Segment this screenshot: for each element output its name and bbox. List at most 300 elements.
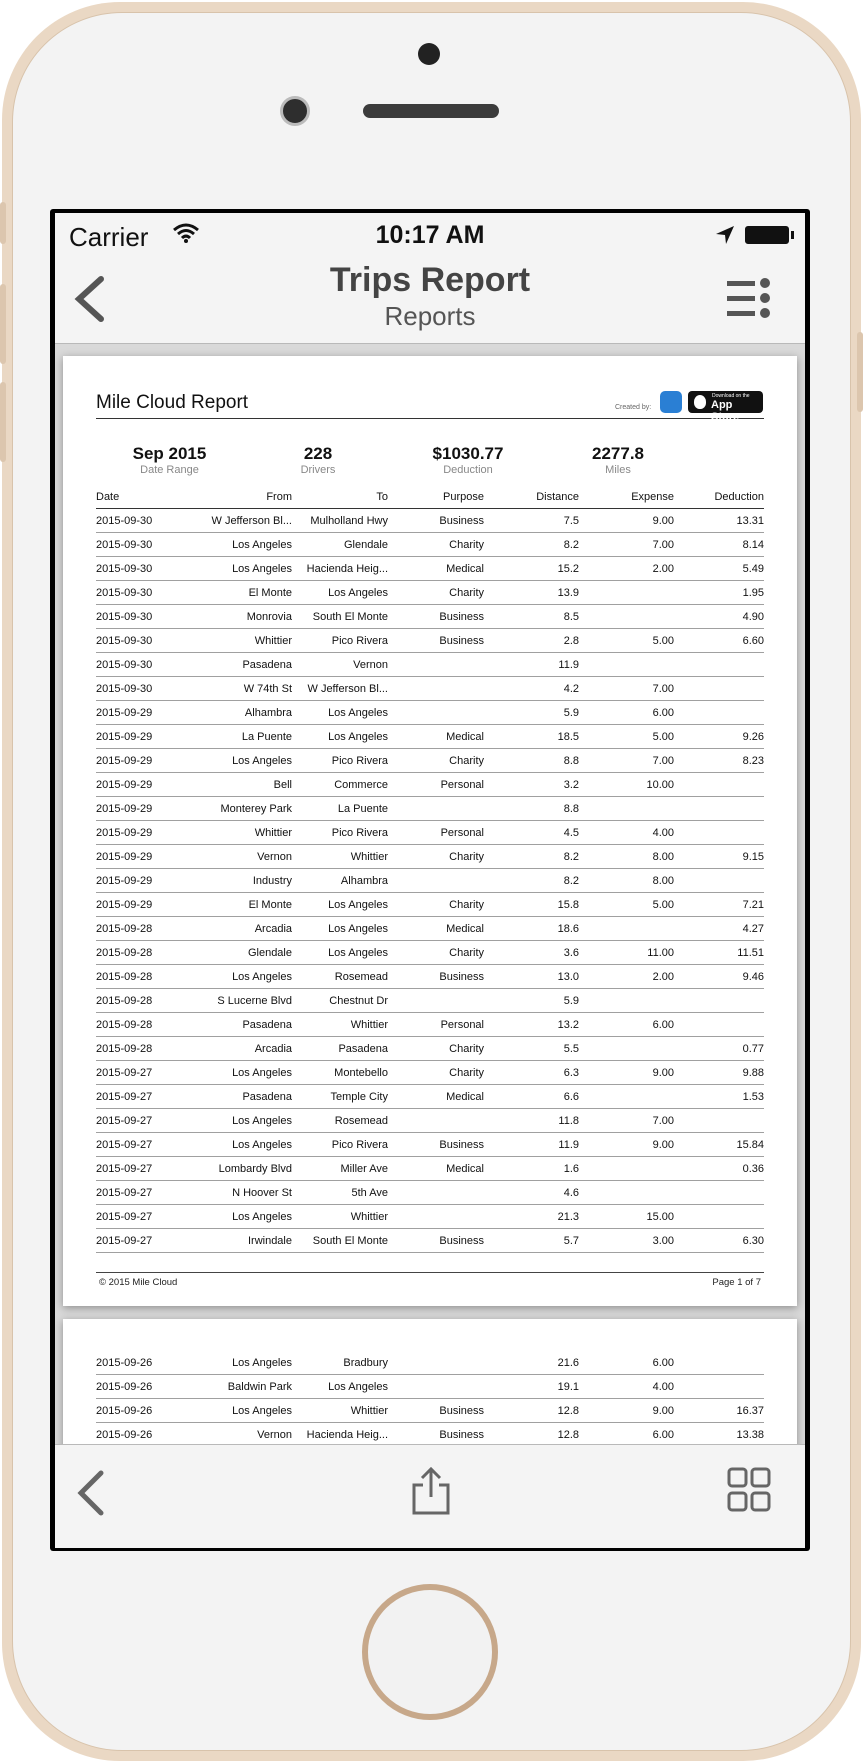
- table-row: [96, 989, 764, 1013]
- cell-date: 2015-09-28: [96, 989, 186, 1013]
- cell-to: Whittier: [292, 1205, 388, 1229]
- cell-from: W 74th St: [186, 677, 292, 701]
- cell-distance: 13.9: [484, 581, 579, 605]
- cell-purpose: Charity: [388, 845, 484, 869]
- cell-from: Los Angeles: [186, 1109, 292, 1133]
- cell-expense: 2.00: [579, 557, 674, 581]
- table-row: [96, 581, 764, 605]
- cell-deduction: 8.14: [674, 533, 764, 557]
- cell-from: Glendale: [186, 941, 292, 965]
- summary-drivers: [243, 444, 393, 476]
- cell-purpose: [388, 701, 484, 725]
- cell-deduction: 9.88: [674, 1061, 764, 1085]
- copyright-text: © 2015 Mile Cloud: [99, 1277, 178, 1288]
- cell-deduction: [674, 1013, 764, 1037]
- table-row: [96, 1133, 764, 1157]
- side-button-volume-up: [0, 284, 6, 364]
- cell-purpose: Business: [388, 509, 484, 533]
- table-row: [96, 653, 764, 677]
- side-button-volume-down: [0, 382, 6, 462]
- cell-deduction: 1.53: [674, 1085, 764, 1109]
- cell-expense: 11.00: [579, 941, 674, 965]
- cell-from: Arcadia: [186, 917, 292, 941]
- cell-deduction: [674, 869, 764, 893]
- table-row: [96, 773, 764, 797]
- created-by-label: Created by:: [615, 404, 652, 411]
- table-row: [96, 893, 764, 917]
- page-subtitle: Reports: [384, 301, 476, 331]
- cell-purpose: [388, 1109, 484, 1133]
- cell-date: 2015-09-29: [96, 869, 186, 893]
- cell-deduction: 13.31: [674, 509, 764, 533]
- cell-date: 2015-09-27: [96, 1133, 186, 1157]
- cell-deduction: 7.21: [674, 893, 764, 917]
- cell-to: Commerce: [292, 773, 388, 797]
- location-arrow-icon: [715, 225, 735, 245]
- cell-distance: 8.2: [484, 533, 579, 557]
- cell-deduction: [674, 821, 764, 845]
- summary-date-range: [96, 444, 243, 476]
- cell-date: 2015-09-26: [96, 1423, 186, 1447]
- carrier-label: Carrier: [69, 222, 149, 252]
- cell-date: 2015-09-29: [96, 773, 186, 797]
- cell-to: Pasadena: [292, 1037, 388, 1061]
- cell-date: 2015-09-30: [96, 533, 186, 557]
- chevron-left-icon[interactable]: [71, 1467, 111, 1519]
- cell-to: Temple City: [292, 1085, 388, 1109]
- badge-small-text: Download on the: [712, 393, 750, 399]
- cell-deduction: 4.90: [674, 605, 764, 629]
- cell-deduction: 9.26: [674, 725, 764, 749]
- cell-expense: 5.00: [579, 725, 674, 749]
- cell-to: Miller Ave: [292, 1157, 388, 1181]
- cell-to: Mulholland Hwy: [292, 509, 388, 533]
- share-icon[interactable]: [411, 1465, 451, 1517]
- app-logo-icon: [660, 391, 682, 413]
- cell-to: Whittier: [292, 1013, 388, 1037]
- summary-label: Drivers: [300, 464, 336, 476]
- cell-date: 2015-09-29: [96, 701, 186, 725]
- cell-distance: 5.5: [484, 1037, 579, 1061]
- cell-distance: 7.5: [484, 509, 579, 533]
- table-row: [96, 725, 764, 749]
- cell-date: 2015-09-30: [96, 677, 186, 701]
- cell-to: W Jefferson Bl...: [292, 677, 388, 701]
- list-menu-icon[interactable]: [727, 275, 771, 323]
- table-row: [96, 1013, 764, 1037]
- cell-from: Monrovia: [186, 605, 292, 629]
- cell-deduction: 6.60: [674, 629, 764, 653]
- cell-purpose: Charity: [388, 941, 484, 965]
- apple-icon: [694, 395, 706, 409]
- cell-expense: 9.00: [579, 1133, 674, 1157]
- column-header-to: To: [292, 486, 388, 509]
- cell-purpose: [388, 1375, 484, 1399]
- report-footer: [96, 1272, 764, 1288]
- cell-from: Vernon: [186, 1423, 292, 1447]
- cell-date: 2015-09-28: [96, 941, 186, 965]
- cell-date: 2015-09-29: [96, 893, 186, 917]
- cell-distance: 13.2: [484, 1013, 579, 1037]
- cell-from: Los Angeles: [186, 965, 292, 989]
- table-row: [96, 1229, 764, 1253]
- cell-to: Los Angeles: [292, 917, 388, 941]
- cell-purpose: Medical: [388, 1085, 484, 1109]
- cell-expense: 6.00: [579, 1013, 674, 1037]
- cell-deduction: [674, 653, 764, 677]
- cell-distance: 4.6: [484, 1181, 579, 1205]
- cell-from: Los Angeles: [186, 1351, 292, 1375]
- cell-to: 5th Ave: [292, 1181, 388, 1205]
- app-store-badge[interactable]: [688, 391, 763, 423]
- cell-deduction: 1.95: [674, 581, 764, 605]
- cell-distance: 4.2: [484, 677, 579, 701]
- cell-purpose: Charity: [388, 893, 484, 917]
- cell-distance: 21.3: [484, 1205, 579, 1229]
- cell-expense: 6.00: [579, 1351, 674, 1375]
- cell-from: El Monte: [186, 581, 292, 605]
- cell-expense: 9.00: [579, 509, 674, 533]
- cell-purpose: Medical: [388, 917, 484, 941]
- column-header-purpose: Purpose: [388, 486, 484, 509]
- cell-to: Hacienda Heig...: [292, 1423, 388, 1447]
- cell-to: Pico Rivera: [292, 749, 388, 773]
- cell-to: Vernon: [292, 653, 388, 677]
- table-row: [96, 605, 764, 629]
- cell-purpose: Personal: [388, 821, 484, 845]
- cell-purpose: Business: [388, 605, 484, 629]
- cell-distance: 5.9: [484, 989, 579, 1013]
- cell-deduction: [674, 989, 764, 1013]
- cell-date: 2015-09-27: [96, 1205, 186, 1229]
- cell-distance: 18.5: [484, 725, 579, 749]
- cell-distance: 8.8: [484, 749, 579, 773]
- cell-to: Los Angeles: [292, 1375, 388, 1399]
- cell-deduction: [674, 1181, 764, 1205]
- cell-deduction: 13.38: [674, 1423, 764, 1447]
- cell-expense: 10.00: [579, 773, 674, 797]
- cell-distance: 3.6: [484, 941, 579, 965]
- cell-purpose: Charity: [388, 581, 484, 605]
- cell-purpose: [388, 1181, 484, 1205]
- cell-from: Bell: [186, 773, 292, 797]
- cell-from: Industry: [186, 869, 292, 893]
- report-summary: [96, 444, 764, 484]
- report-title: Mile Cloud Report: [96, 392, 249, 413]
- cell-deduction: 8.23: [674, 749, 764, 773]
- cell-to: Pico Rivera: [292, 821, 388, 845]
- cell-date: 2015-09-27: [96, 1085, 186, 1109]
- cell-deduction: [674, 797, 764, 821]
- cell-distance: 12.8: [484, 1423, 579, 1447]
- cell-expense: [579, 797, 674, 821]
- grid-view-icon[interactable]: [727, 1467, 771, 1513]
- bottom-toolbar: [55, 1444, 805, 1548]
- cell-to: Whittier: [292, 1399, 388, 1423]
- cell-date: 2015-09-29: [96, 821, 186, 845]
- table-row: [96, 749, 764, 773]
- cell-expense: [579, 653, 674, 677]
- cell-purpose: [388, 1351, 484, 1375]
- cell-deduction: [674, 701, 764, 725]
- cell-purpose: Charity: [388, 749, 484, 773]
- summary-deduction: [393, 444, 543, 476]
- summary-label: Date Range: [140, 464, 199, 476]
- cell-distance: 11.9: [484, 1133, 579, 1157]
- side-button-power: [857, 332, 863, 412]
- cell-expense: 7.00: [579, 533, 674, 557]
- front-camera: [280, 96, 310, 126]
- battery-tip: [791, 231, 794, 239]
- cell-to: Pico Rivera: [292, 629, 388, 653]
- cell-expense: [579, 989, 674, 1013]
- cell-distance: 6.6: [484, 1085, 579, 1109]
- cell-expense: [579, 1085, 674, 1109]
- cell-expense: 6.00: [579, 701, 674, 725]
- cell-expense: 6.00: [579, 1423, 674, 1447]
- cell-deduction: 4.27: [674, 917, 764, 941]
- cell-to: Glendale: [292, 533, 388, 557]
- table-row: [96, 821, 764, 845]
- table-row: [96, 701, 764, 725]
- table-row: [96, 1109, 764, 1133]
- table-row: [96, 869, 764, 893]
- cell-deduction: 0.77: [674, 1037, 764, 1061]
- cell-from: Lombardy Blvd: [186, 1157, 292, 1181]
- cell-distance: 13.0: [484, 965, 579, 989]
- cell-from: Los Angeles: [186, 1399, 292, 1423]
- cell-from: Irwindale: [186, 1229, 292, 1253]
- cell-distance: 4.5: [484, 821, 579, 845]
- cell-purpose: Business: [388, 1399, 484, 1423]
- table-row: [96, 1205, 764, 1229]
- cell-purpose: [388, 797, 484, 821]
- cell-purpose: [388, 677, 484, 701]
- cell-expense: 8.00: [579, 845, 674, 869]
- cell-date: 2015-09-28: [96, 965, 186, 989]
- trips-table-body: [96, 509, 764, 1253]
- cell-date: 2015-09-30: [96, 581, 186, 605]
- summary-value: $1030.77: [432, 444, 504, 463]
- table-row: [96, 557, 764, 581]
- cell-deduction: [674, 773, 764, 797]
- table-row: [96, 629, 764, 653]
- cell-distance: 5.9: [484, 701, 579, 725]
- cell-deduction: 0.36: [674, 1157, 764, 1181]
- cell-from: Pasadena: [186, 653, 292, 677]
- cell-purpose: Medical: [388, 725, 484, 749]
- cell-date: 2015-09-30: [96, 653, 186, 677]
- cell-from: W Jefferson Bl...: [186, 509, 292, 533]
- table-row: [96, 845, 764, 869]
- cell-date: 2015-09-29: [96, 797, 186, 821]
- cell-to: Montebello: [292, 1061, 388, 1085]
- cell-deduction: 5.49: [674, 557, 764, 581]
- table-row: [96, 1423, 764, 1447]
- side-button-mute: [0, 202, 6, 244]
- cell-date: 2015-09-29: [96, 845, 186, 869]
- cell-date: 2015-09-27: [96, 1229, 186, 1253]
- cell-deduction: 15.84: [674, 1133, 764, 1157]
- cell-distance: 1.6: [484, 1157, 579, 1181]
- cell-purpose: Business: [388, 1229, 484, 1253]
- table-row: [96, 677, 764, 701]
- cell-from: N Hoover St: [186, 1181, 292, 1205]
- cell-to: Alhambra: [292, 869, 388, 893]
- cell-distance: 5.7: [484, 1229, 579, 1253]
- cell-deduction: 11.51: [674, 941, 764, 965]
- cell-date: 2015-09-28: [96, 917, 186, 941]
- cell-from: La Puente: [186, 725, 292, 749]
- table-header-row: [96, 486, 764, 509]
- cell-deduction: 16.37: [674, 1399, 764, 1423]
- cell-expense: [579, 581, 674, 605]
- cell-expense: [579, 917, 674, 941]
- cell-distance: 2.8: [484, 629, 579, 653]
- cell-date: 2015-09-30: [96, 605, 186, 629]
- clock: 10:17 AM: [375, 221, 485, 249]
- cell-date: 2015-09-30: [96, 557, 186, 581]
- cell-distance: 15.2: [484, 557, 579, 581]
- cell-distance: 21.6: [484, 1351, 579, 1375]
- cell-date: 2015-09-27: [96, 1061, 186, 1085]
- cell-distance: 8.5: [484, 605, 579, 629]
- cell-date: 2015-09-29: [96, 749, 186, 773]
- summary-value: Sep 2015: [132, 444, 207, 463]
- cell-date: 2015-09-27: [96, 1157, 186, 1181]
- cell-date: 2015-09-27: [96, 1109, 186, 1133]
- cell-distance: 3.2: [484, 773, 579, 797]
- cell-from: Los Angeles: [186, 557, 292, 581]
- column-header-date: Date: [96, 486, 186, 509]
- cell-from: Monterey Park: [186, 797, 292, 821]
- cell-expense: 9.00: [579, 1399, 674, 1423]
- summary-value: 2277.8: [592, 444, 644, 463]
- cell-purpose: Business: [388, 629, 484, 653]
- cell-distance: 19.1: [484, 1375, 579, 1399]
- table-row: [96, 1351, 764, 1375]
- cell-from: Baldwin Park: [186, 1375, 292, 1399]
- cell-to: Los Angeles: [292, 701, 388, 725]
- cell-from: Los Angeles: [186, 749, 292, 773]
- cell-to: La Puente: [292, 797, 388, 821]
- nav-bar: [55, 253, 805, 344]
- column-header-deduction: Deduction: [674, 486, 764, 509]
- cell-purpose: Business: [388, 1133, 484, 1157]
- cell-deduction: [674, 1205, 764, 1229]
- summary-value: 228: [303, 444, 333, 463]
- cell-purpose: Medical: [388, 1157, 484, 1181]
- cell-purpose: Charity: [388, 1061, 484, 1085]
- cell-from: Arcadia: [186, 1037, 292, 1061]
- cell-to: Rosemead: [292, 965, 388, 989]
- cell-from: Alhambra: [186, 701, 292, 725]
- page-title: Trips Report: [329, 261, 531, 299]
- cell-deduction: [674, 1375, 764, 1399]
- cell-distance: 8.8: [484, 797, 579, 821]
- table-row: [96, 1061, 764, 1085]
- cell-from: Whittier: [186, 629, 292, 653]
- cell-from: Whittier: [186, 821, 292, 845]
- cell-expense: [579, 605, 674, 629]
- table-row: [96, 1181, 764, 1205]
- cell-to: Los Angeles: [292, 581, 388, 605]
- home-button[interactable]: [362, 1584, 498, 1720]
- cell-from: Los Angeles: [186, 533, 292, 557]
- cell-expense: 7.00: [579, 1109, 674, 1133]
- trips-table: [96, 486, 764, 1253]
- cell-distance: 8.2: [484, 869, 579, 893]
- cell-expense: 3.00: [579, 1229, 674, 1253]
- cell-purpose: [388, 653, 484, 677]
- cell-expense: [579, 1181, 674, 1205]
- report-page-1: [63, 356, 797, 1306]
- table-row: [96, 965, 764, 989]
- cell-expense: 9.00: [579, 1061, 674, 1085]
- cell-to: South El Monte: [292, 1229, 388, 1253]
- cell-purpose: Personal: [388, 773, 484, 797]
- cell-date: 2015-09-28: [96, 1013, 186, 1037]
- cell-from: El Monte: [186, 893, 292, 917]
- cell-date: 2015-09-28: [96, 1037, 186, 1061]
- table-row: [96, 1085, 764, 1109]
- cell-deduction: [674, 677, 764, 701]
- cell-expense: [579, 1157, 674, 1181]
- cell-deduction: 9.15: [674, 845, 764, 869]
- cell-expense: 8.00: [579, 869, 674, 893]
- battery-icon: [745, 226, 789, 244]
- cell-to: Bradbury: [292, 1351, 388, 1375]
- table-row: [96, 1375, 764, 1399]
- cell-to: Rosemead: [292, 1109, 388, 1133]
- cell-purpose: [388, 989, 484, 1013]
- cell-to: Hacienda Heig...: [292, 557, 388, 581]
- cell-to: Los Angeles: [292, 725, 388, 749]
- table-row: [96, 533, 764, 557]
- cell-deduction: [674, 1109, 764, 1133]
- screen: [50, 209, 810, 1551]
- report-viewer[interactable]: [55, 344, 805, 1444]
- earpiece-speaker: [363, 104, 499, 118]
- cell-from: Los Angeles: [186, 1205, 292, 1229]
- cell-distance: 11.9: [484, 653, 579, 677]
- column-header-distance: Distance: [484, 486, 579, 509]
- cell-date: 2015-09-26: [96, 1351, 186, 1375]
- cell-date: 2015-09-26: [96, 1375, 186, 1399]
- table-row: [96, 509, 764, 533]
- summary-label: Miles: [605, 464, 631, 476]
- column-header-expense: Expense: [579, 486, 674, 509]
- cell-distance: 11.8: [484, 1109, 579, 1133]
- cell-expense: 5.00: [579, 629, 674, 653]
- cell-expense: 2.00: [579, 965, 674, 989]
- cell-to: Whittier: [292, 845, 388, 869]
- cell-deduction: 6.30: [674, 1229, 764, 1253]
- cell-distance: 18.6: [484, 917, 579, 941]
- cell-to: Pico Rivera: [292, 1133, 388, 1157]
- cell-from: Los Angeles: [186, 1133, 292, 1157]
- cell-date: 2015-09-29: [96, 725, 186, 749]
- cell-to: South El Monte: [292, 605, 388, 629]
- badge-big-text: App Store: [711, 399, 740, 423]
- cell-purpose: [388, 869, 484, 893]
- app-screen: [55, 213, 805, 1547]
- cell-purpose: Charity: [388, 533, 484, 557]
- cell-expense: 4.00: [579, 1375, 674, 1399]
- table-row: [96, 1037, 764, 1061]
- cell-purpose: Business: [388, 965, 484, 989]
- cell-distance: 15.8: [484, 893, 579, 917]
